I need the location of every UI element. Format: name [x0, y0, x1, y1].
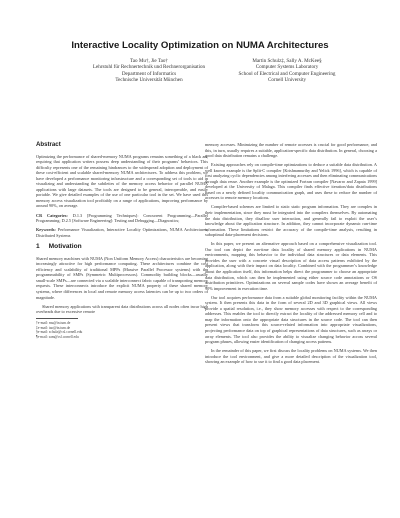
- author-institution: Cornell University: [267, 76, 307, 83]
- author-affiliation: Lehrstuhl für Rechnertechnik und Rechnerorganisation: [92, 64, 206, 71]
- right-column: [205, 142, 377, 368]
- footnote-email-mu: †e-mail: mu@in.tum.de: [36, 320, 71, 325]
- footnote-email-mckee: ¶e-mail: sam@csl.cornell.edu: [36, 335, 79, 340]
- abstract-heading: Abstract: [36, 141, 61, 148]
- section-number: 1: [36, 243, 40, 251]
- motivation-paragraph-2: Shared memory applications with transparent data distributions across all nodes often incur high overheads due to excessive remote: [36, 303, 208, 315]
- body-paragraph-1: memory accesses. Minimizing the number of remote accesses is crucial for good performance, and this, in turn, usually requires a suitable, application-specific data distribution. In general, choosing a good data distribution remains a challenge.: [205, 142, 377, 159]
- author-institution: Technische Universität München: [115, 76, 183, 83]
- footnote-email-schulz: §e-mail: schulz@csl.cornell.edu: [36, 330, 83, 335]
- body-paragraph-5: Our tool acquires performance data from a suitable global monitoring facility within the NUMA system. It then presents this data in the form of several 2D and 3D graphical views. All views provide a spatial resolution, i.e., they show memory accesses with respect to the corresponding addresses. This enables the tool to directly extract the locality of the addressed memory cell and to map the information onto the appropriate data structures in the source code. The tool can then present views that transform this source-related information into appropriate visualizations, projecting performance data on top of graphical representations of data structures, such as arrays or array elements. The tool also provides the ability to visualize changing behavior across several program phases, allowing easier identification of changing access patterns.: [205, 294, 377, 345]
- body-paragraph-6: In the remainder of this paper, we first discuss the locality problems on NUMA systems. We then introduce the tool environment, and give a more detailed description of the visualization tool, showing an example of how to use it to find a good data placement.: [205, 348, 377, 365]
- section-title: Motivation: [48, 243, 82, 251]
- abstract-paragraph: Optimizing the performance of shared-memory NUMA programs remains something of a black art, requiring that application writers possess deep understanding of their programs’ behaviors. This difficulty represents one of the remaining hindrances to the widespread adoption and deployment of these cost-efficient and scalable shared-memory NUMA architectures. To address this problem, we have developed a performance monitoring infrastructure and a corresponding set of tools to aid in visualizing and understanding the subtleties of the memory access behavior of parallel NUMA applications with large datasets. The tools are designed to be general, interoperable, and easily portable. We give detailed examples of the use of one particular tool in the set. We have used this memory access visualization tool profitably on a range of applications, improving performance by around 90%, on average.: [36, 153, 208, 209]
- keywords: [36, 227, 208, 238]
- author-department: School of Electrical and Computer Engineering: [238, 70, 336, 77]
- footnote-email-tao: ‡e-mail: tao@in.tum.de: [36, 325, 71, 330]
- keywords-label: Keywords:: [36, 227, 56, 233]
- keywords-text: Performance Visualization, Interactive Locality Optimizations, NUMA Architectures, Distributed Systems: [36, 227, 209, 238]
- body-paragraph-4: In this paper, we present an alternative approach based on a comprehensive visualization tool. Our tool can depict the run-time data locality of shared memory applications in NUMA environments, mapping this behavior to the individual data structures or data elements. This provides the user with a concrete visual description of data access patterns exhibited by the application, along with their impact on data locality. Combined with the programmer’s knowledge about the application itself, this information helps direct the programmer to choose an appropriate data distribution, which can then be implemented using either source code annotations or OS distribution primitives. Optimizations on several sample codes have shown an average benefit of 90% improvement in execution time.: [205, 241, 377, 291]
- cr-categories-label: CR Categories:: [36, 212, 68, 218]
- section-heading-motivation: [36, 244, 208, 250]
- cr-categories-text: D.1.3 [Programming Techniques]: Concurrent Programming—Parallel Programming; D.2.5 [Software Engineering]: Testing and Debugging—Diagnostics;: [36, 212, 208, 224]
- body-paragraph-3: Compiler-based schemes are limited to static static program information. They are complex in their implementation, since they must be integrated into the compilers themselves. By automating the data distribution, they disallow user interaction, and generally fail to exploit the user’s knowledge about the application structure. In addition, they cannot incorporate dynamic run-time information. These limitations restrict the accuracy of the compile-time analysis, resulting in suboptimal data-placement decisions.: [205, 204, 377, 238]
- author-block-tum: [74, 58, 224, 83]
- paper-title: Interactive Locality Optimization on NUMA Architectures: [71, 40, 329, 51]
- author-names: Tao Mu†, Jie Tao†: [130, 58, 168, 64]
- author-names: Martin Schulz‡, Sally A. McKee§: [252, 58, 322, 64]
- body-paragraph-2: Existing approaches rely on compile-time optimizations to deduce a suitable data distribution. A well known example is the Split-C compiler [Krishnamurthy and Yelick 1996], which is capable of first analyzing cyclic dependencies among interfering accesses and then eliminating communications through data reuse. Another example is the optimized Fortran compiler [Navarro and Zapata 1999] developed at the University of Malaga. This compiler finds effective iteration/data distributions based on a newly defined locality communication graph, and uses these to reduce the number of accesses to remote memory locations.: [205, 162, 377, 201]
- author-block-cornell: [212, 58, 362, 83]
- left-column: [36, 142, 208, 340]
- author-affiliation: Computer Systems Laboratory: [255, 64, 319, 71]
- cr-categories: [36, 213, 208, 224]
- motivation-paragraph-1: Shared memory machines with NUMA (Non Uniform Memory Access) characteristics are becoming increasingly attractive for high performance computing. These architectures combine the cost efficiency and scalability of traditional MPPs (Massive Parallel Processor systems) with the programmability of SMPs (Symmetric Multiprocessors). Commodity building blocks—usually small-scale SMPs—are connected via a scalable interconnect fabric capable of transporting memory requests. These interconnects introduce the explicit NUMA property of these shared memory systems, where differences in local and remote memory access latencies can be up to two orders of magnitude.: [36, 255, 208, 300]
- footnote-divider: [36, 318, 78, 319]
- author-department: Department of Informatics: [121, 70, 177, 77]
